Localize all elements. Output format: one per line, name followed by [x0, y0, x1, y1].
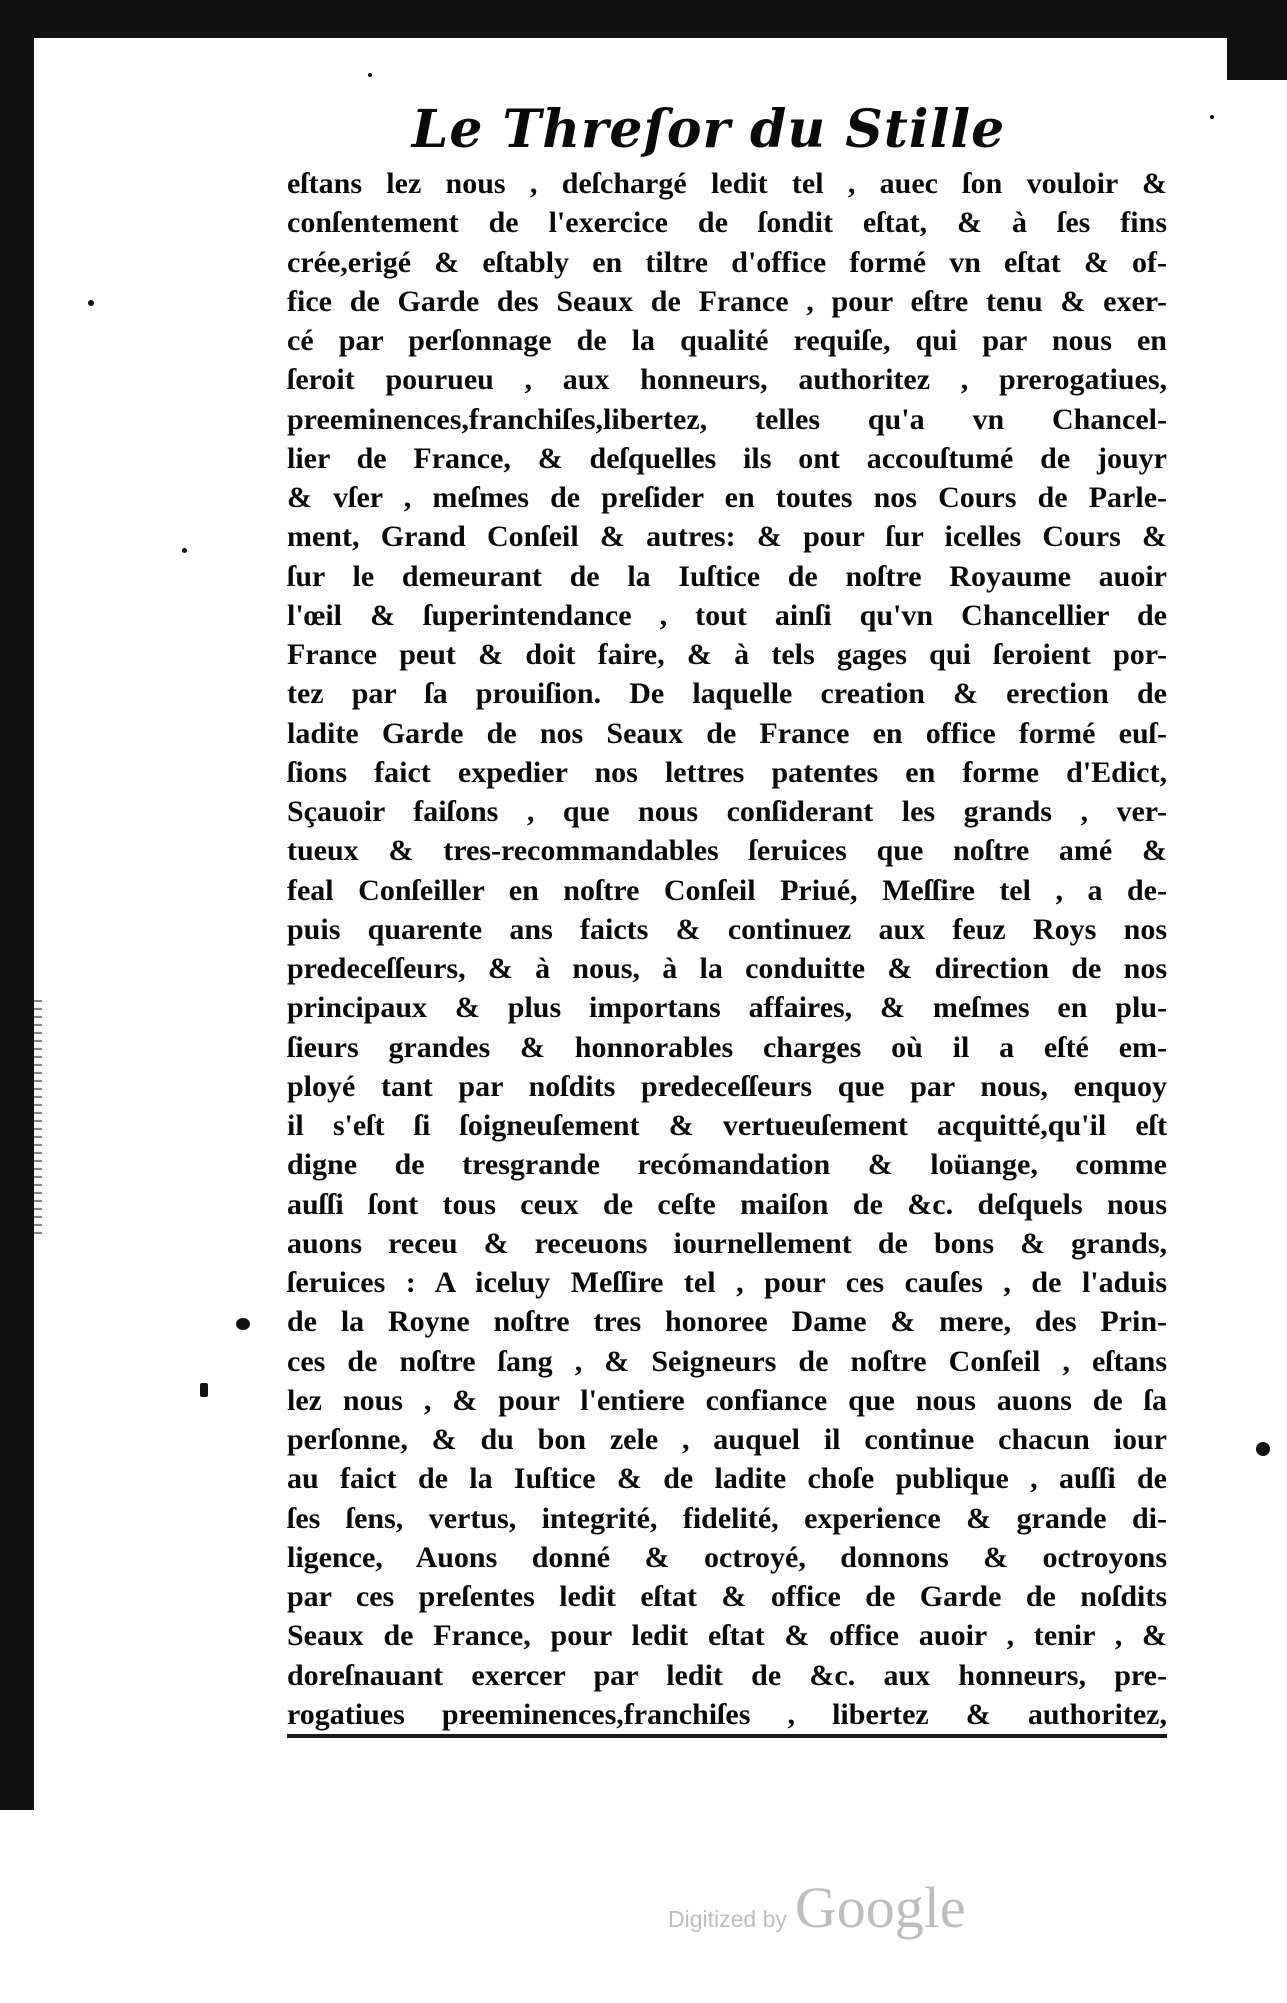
- text-line: ſur le demeurant de la Iuſtice de noſtre Royaume auoir: [287, 559, 1167, 593]
- text-line: crée,erigé & eſtably en tiltre d'office formé vn eſtat & of-: [287, 245, 1167, 279]
- text-line: ſes ſens, vertus, integrité, fidelité, experience & grande di-: [287, 1501, 1167, 1535]
- text-line: auſſi ſont tous ceux de ceſte maiſon de &c. deſquels nous: [287, 1187, 1167, 1221]
- text-line: tez par ſa prouiſion. De laquelle creation & erection de: [287, 677, 1167, 711]
- google-logo: Google: [794, 1875, 966, 1940]
- text-line: ployé tant par noſdits predeceſſeurs que par nous, enquoy: [287, 1069, 1167, 1103]
- text-line: principaux & plus importans affaires, & meſmes en plu-: [287, 991, 1167, 1025]
- text-line: ſieurs grandes & honnorables charges où il a eſté em-: [287, 1030, 1167, 1064]
- text-line: ment, Grand Conſeil & autres: & pour ſur icelles Cours &: [287, 520, 1167, 554]
- text-line: lier de France, & deſquelles ils ont accouſtumé de jouyr: [287, 441, 1167, 475]
- text-line: ligence, Auons donné & octroyé, donnons & octroyons: [287, 1540, 1167, 1574]
- text-line: France peut & doit faire, & à tels gages qui ſeroient por-: [287, 638, 1167, 671]
- text-line: ſeroit pourueu , aux honneurs, authoritez , prerogatiues,: [287, 363, 1167, 397]
- text-line: & vſer , meſmes de preſider en toutes nos Cours de Parle-: [287, 481, 1167, 514]
- text-line: preeminences,franchiſes,libertez, telles qu'a vn Chancel-: [287, 402, 1167, 436]
- ink-speck: [1256, 1442, 1270, 1456]
- ink-speck: [368, 73, 372, 77]
- text-line: Seaux de France, pour ledit eſtat & office auoir , tenir , &: [287, 1619, 1167, 1653]
- text-line: lez nous , & pour l'entiere confiance que nous auons de ſa: [287, 1383, 1167, 1417]
- text-line: ladite Garde de nos Seaux de France en office formé euſ-: [287, 716, 1167, 750]
- text-line: digne de tresgrande recómandation & loüange, comme: [287, 1148, 1167, 1182]
- text-line: conſentement de l'exercice de ſondit eſtat, & à ſes fins: [287, 206, 1167, 240]
- text-line: ces de noſtre ſang , & Seigneurs de noſtre Conſeil , eſtans: [287, 1344, 1167, 1378]
- body-text: [287, 164, 1167, 1738]
- text-line: rogatiues preeminences,franchiſes , libertez & authoritez,: [287, 1695, 1167, 1738]
- text-line: il s'eſt ſi ſoigneuſement & vertueuſement acquitté,qu'il eſt: [287, 1109, 1167, 1142]
- text-line: predeceſſeurs, & à nous, à la conduitte & direction de nos: [287, 952, 1167, 985]
- text-line: ſeruices : A iceluy Meſſire tel , pour ces cauſes , de l'aduis: [287, 1266, 1167, 1299]
- scan-border-left: [0, 0, 34, 1810]
- text-line: puis quarente ans faicts & continuez aux feuz Roys nos: [287, 912, 1167, 946]
- text-line: l'œil & ſuperintendance , tout ainſi qu'vn Chancellier de: [287, 598, 1167, 632]
- text-line: perſonne, & du bon zele , auquel il continue chacun iour: [287, 1423, 1167, 1456]
- ink-speck: [182, 548, 187, 553]
- ink-speck: [236, 1318, 250, 1330]
- scan-border-corner: [1227, 0, 1287, 80]
- text-line: tueux & tres-recommandables ſeruices que noſtre amé &: [287, 834, 1167, 868]
- text-line: auons receu & receuons iournellement de bons & grands,: [287, 1226, 1167, 1260]
- google-watermark: [668, 1874, 966, 1941]
- ink-speck: [200, 1383, 208, 1397]
- scan-border-top: [0, 0, 1287, 38]
- text-line: de la Royne noſtre tres honoree Dame & mere, des Prin-: [287, 1305, 1167, 1339]
- text-line: ſions faict expedier nos lettres patentes en forme d'Edict,: [287, 755, 1167, 789]
- text-line: cé par perſonnage de la qualité requiſe, qui par nous en: [287, 324, 1167, 357]
- text-line: feal Conſeiller en noſtre Conſeil Priué, Meſſire tel , a de-: [287, 873, 1167, 907]
- running-title: Le Threſor du Stille: [411, 99, 1006, 160]
- ink-speck: [88, 300, 94, 306]
- digitized-by-label: Digitized by: [668, 1906, 787, 1932]
- text-line: au faict de la Iuſtice & de ladite choſe publique , auſſi de: [287, 1462, 1167, 1496]
- text-line: par ces preſentes ledit eſtat & office de Garde de noſdits: [287, 1580, 1167, 1613]
- text-line: Sçauoir faiſons , que nous conſiderant les grands , ver-: [287, 795, 1167, 828]
- text-line: fice de Garde des Seaux de France , pour eſtre tenu & exer-: [287, 284, 1167, 318]
- gutter-noise: [34, 1000, 42, 1240]
- text-line: eſtans lez nous , deſchargé ledit tel , auec ſon vouloir &: [287, 167, 1167, 200]
- text-line: doreſnauant exercer par ledit de &c. aux honneurs, pre-: [287, 1658, 1167, 1692]
